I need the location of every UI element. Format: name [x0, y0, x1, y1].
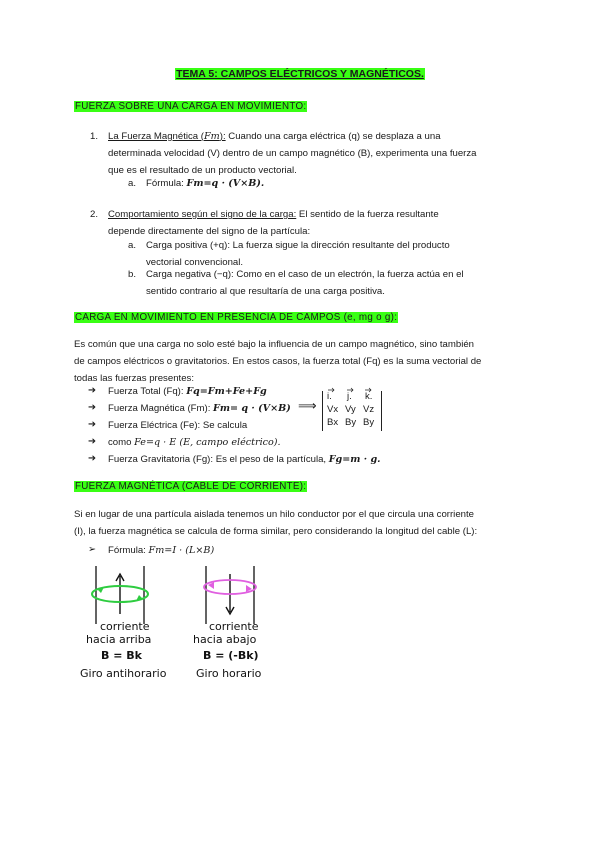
arrow-bullet-icon: ➔: [88, 436, 97, 447]
bullet-fuerza-total: Fuerza Total (Fq): Fq=Fm+Fe+Fg: [108, 386, 267, 397]
item1-paragraph: La Fuerza Magnética (Fm): Cuando una carga eléctrica (q) se desplaza a una determinada velocidad (V) dentro de un campo magnético (B), experimenta una fuerza que es el resultado de un producto vectorial.: [108, 131, 477, 176]
matrix-cell: i.: [327, 391, 332, 402]
matrix-cell: By: [363, 417, 375, 428]
fig2-label-giro: Giro horario: [196, 667, 262, 680]
matrix-cell: Vz: [363, 404, 375, 415]
sub-letter: a.: [128, 240, 137, 251]
chevron-bullet-icon: ➢: [88, 544, 97, 555]
fig2-label-corriente: corriente: [209, 620, 259, 633]
item1-formula: Fórmula: Fm=q · (V×B).: [146, 178, 265, 189]
cable-formula: Fórmula: Fm=I · (L×B): [108, 545, 215, 556]
arrow-bullet-icon: ➔: [88, 453, 97, 464]
item2-sub-b: Carga negativa (−q): Como en el caso de un electrón, la fuerza actúa en el sentido contrario al que resultaría de una carga positiva.: [146, 269, 464, 297]
matrix-cell: j.: [347, 391, 352, 402]
arrow-bullet-icon: ➔: [88, 385, 97, 396]
cross-product-matrix: [322, 391, 382, 431]
fig1-label-campo: B = Bk: [101, 649, 142, 662]
item-number: 1.: [90, 131, 99, 142]
bullet-fuerza-magnetica: Fuerza Magnética (Fm): Fm= q · (V×B): [108, 403, 291, 414]
section-heading-fuerza-carga: FUERZA SOBRE UNA CARGA EN MOVIMIENTO:: [75, 101, 307, 112]
matrix-cell: k.: [365, 391, 373, 402]
section-heading-cable: FUERZA MAGNÉTICA (CABLE DE CORRIENTE):: [75, 481, 307, 492]
item2-sub-a: Carga positiva (+q): La fuerza sigue la dirección resultante del producto vectorial convencional.: [146, 240, 450, 268]
arrow-bullet-icon: ➔: [88, 402, 97, 413]
fig2-label-direccion: hacia abajo: [193, 633, 257, 646]
item2-paragraph: Comportamiento según el signo de la carga: El sentido de la fuerza resultante depende directamente del signo de la partícula:: [108, 209, 439, 237]
cable-paragraph: Si en lugar de una partícula aislada tenemos un hilo conductor por el que circula una corriente (I), la fuerza magnética se calcula de forma similar, pero considerando la longitud del cable (L):: [74, 509, 478, 537]
matrix-cell: Vx: [327, 404, 339, 415]
fig1-label-corriente: corriente: [100, 620, 150, 633]
page-title: TEMA 5: CAMPOS ELÉCTRICOS Y MAGNÉTICOS.: [176, 68, 424, 80]
bullet-fuerza-gravitatoria: Fuerza Gravitatoria (Fg): Es el peso de la partícula, Fg=m · g.: [108, 454, 381, 465]
fig1-label-giro: Giro antihorario: [80, 667, 167, 680]
section-heading-campos: CARGA EN MOVIMIENTO EN PRESENCIA DE CAMPOS (e, mg o g):: [75, 312, 398, 323]
item-number: 2.: [90, 209, 99, 220]
matrix-cell: Vy: [345, 404, 356, 415]
sub-letter: b.: [128, 269, 137, 280]
implies-icon: ⟹: [298, 398, 317, 413]
unit-vector-arrows: [327, 387, 377, 393]
sub-letter: a.: [128, 178, 137, 189]
fig1-label-direccion: hacia arriba: [86, 633, 152, 646]
bullet-campo-electrico: como Fe=q · E (E, campo eléctrico).: [108, 437, 281, 448]
campos-paragraph: Es común que una carga no solo esté bajo la influencia de un campo magnético, sino también de campos eléctricos o gravitatorios. En estos casos, la fuerza total (Fq) es la suma vectorial de todas las fuerzas presentes:: [74, 339, 482, 384]
bullet-fuerza-electrica: Fuerza Eléctrica (Fe): Se calcula: [108, 420, 248, 431]
matrix-cell: By: [345, 417, 357, 428]
matrix-cell: Bx: [327, 417, 339, 428]
fig2-label-campo: B = (-Bk): [203, 649, 259, 662]
arrow-bullet-icon: ➔: [88, 419, 97, 430]
